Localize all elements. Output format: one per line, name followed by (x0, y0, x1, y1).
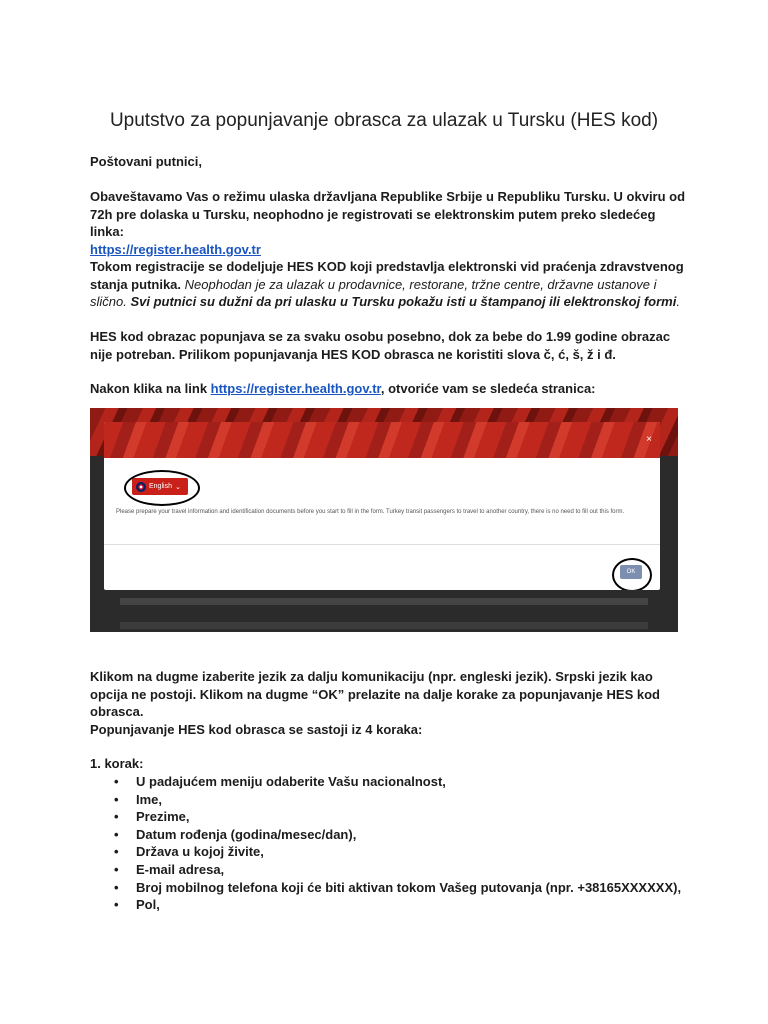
screenshot-background-text-2 (120, 622, 648, 629)
close-icon[interactable]: × (646, 434, 652, 445)
ok-quote: “OK” (311, 686, 345, 702)
list-item: • Ime, (90, 791, 681, 809)
list-item: • Država u kojoj živite, (90, 843, 681, 861)
reg-text-2: koji predstavlja elektronski vid praćenja zdravstvenog stanja putnika. (90, 259, 684, 292)
paragraph-link-intro (90, 380, 690, 398)
list-item: • Pol, (90, 896, 681, 914)
list-item: • Prezime, (90, 808, 681, 826)
paragraph-language (90, 668, 690, 721)
modal-divider (104, 544, 660, 545)
paragraph-hes-info: HES kod obrazac popunjava se za svaku osobu posebno, dok za bebe do 1.99 godine obrazac nije potreban. Prilikom popunjavanja HES KOD obrasca ne koristiti slova č, ć, š, ž i đ. (90, 329, 671, 362)
website-screenshot (90, 408, 678, 632)
register-link-2[interactable]: https://register.health.gov.tr (210, 381, 381, 396)
screenshot-background-text (120, 598, 648, 605)
list-item: • U padajućem meniju odaberite Vašu nacionalnost, (90, 773, 681, 791)
register-link[interactable]: https://register.health.gov.tr (90, 241, 261, 257)
reg-italic: Neophodan je za ulazak u prodavnice, restorane, tržne centre, državne ustanove i slično. (90, 276, 657, 309)
reg-text-1: Tokom registracije se dodeljuje (90, 259, 287, 274)
page-title: Uputstvo za popunjavanje obrasca za ulazak u Tursku (HES kod) (109, 110, 659, 131)
paragraph-steps-intro: Popunjavanje HES kod obrasca se sastoji iz 4 koraka: (90, 722, 423, 737)
list-item: • Datum rođenja (godina/mesec/dan), (90, 826, 681, 844)
reg-hes-kod: HES KOD (287, 259, 347, 274)
link-intro-text-2: , otvoriće vam se sledeća stranica: (380, 381, 596, 396)
paragraph-registration (90, 258, 690, 311)
language-text-1: Klikom na dugme izaberite jezik za dalju komunikaciju (npr. engleski jezik). Srpski jezik kao opcija ne postoji. Klikom na dugme (90, 669, 653, 702)
chevron-down-icon: ⌄ (174, 483, 181, 491)
greeting: Poštovani putnici, (90, 154, 202, 169)
language-label: English (149, 483, 172, 490)
link-intro-text-1: Nakon klika na link (90, 381, 211, 396)
reg-end: . (676, 294, 680, 309)
language-modal (104, 422, 660, 590)
intro-text: Obaveštavamo Vas o režimu ulaska državljana Republike Srbije u Republiku Tursku. U okviru od 72h pre dolaska u Tursku, neophodno je registrovati se elektronskim putem preko sledećeg linka: (90, 189, 686, 239)
step1-heading: 1. korak: (90, 756, 144, 771)
reg-bold-italic: Svi putnici su dužni da pri ulasku u Tursku pokažu isti u štampanoj ili elektronskoj formi (130, 294, 677, 309)
step1-list (90, 773, 681, 914)
list-item: • E-mail adresa, (90, 861, 681, 879)
highlight-circle (124, 470, 200, 506)
list-item: • Broj mobilnog telefona koji će biti aktivan tokom Vašeg putovanja (npr. +38165XXXXXX), (90, 879, 681, 897)
modal-header (104, 422, 660, 458)
language-text-2: prelazite na dalje korake za popunjavanje HES kod obrasca. (90, 686, 660, 719)
modal-notice: Please prepare your travel information and identification documents before you start to fill in the form. Turkey transit passengers to travel to another country, there is no need to fill out this form. (116, 509, 625, 515)
highlight-circle-ok (612, 558, 652, 590)
paragraph-intro (90, 188, 690, 258)
ok-button[interactable]: OK (620, 565, 642, 579)
